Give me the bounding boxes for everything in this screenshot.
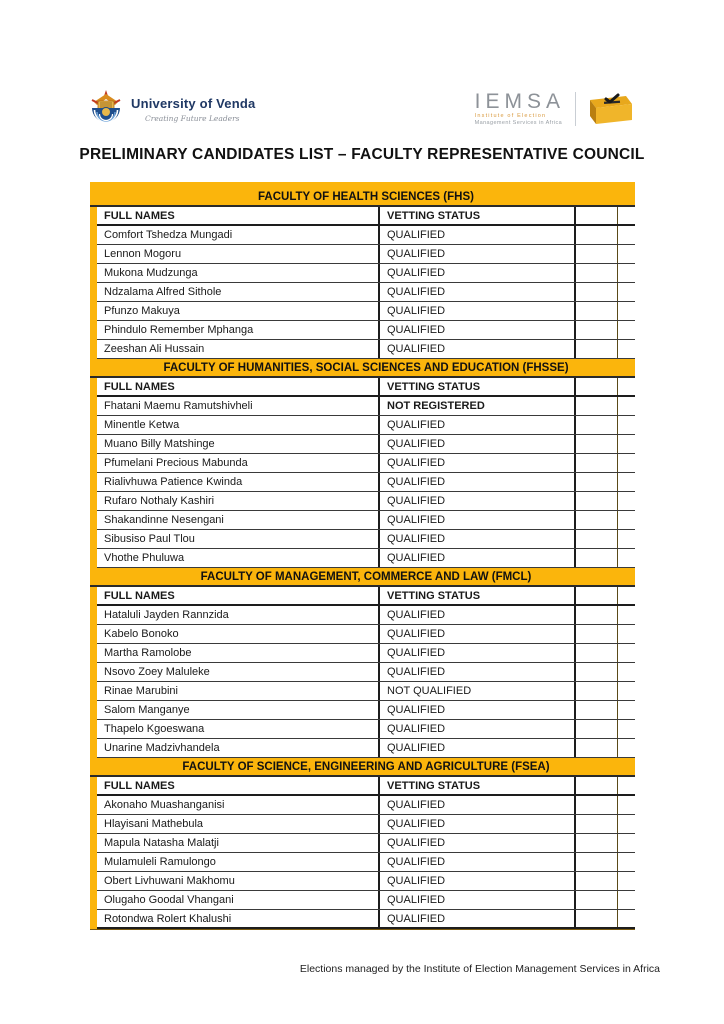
empty-cell — [576, 492, 618, 510]
vetting-status: QUALIFIED — [380, 473, 576, 491]
column-header-full-names: FULL NAMES — [97, 378, 380, 395]
empty-cell — [576, 853, 618, 871]
table-row — [97, 549, 635, 568]
empty-cell — [576, 701, 618, 719]
empty-cell — [576, 682, 618, 700]
vetting-status: QUALIFIED — [380, 416, 576, 434]
empty-cell — [576, 606, 618, 624]
column-header-row — [97, 587, 635, 606]
candidate-name: Martha Ramolobe — [97, 644, 380, 662]
vetting-status: QUALIFIED — [380, 910, 576, 927]
univen-name: University of Venda — [131, 96, 256, 111]
page-title: PRELIMINARY CANDIDATES LIST – FACULTY REPRESENTATIVE COUNCIL — [79, 146, 645, 163]
empty-cell — [576, 663, 618, 681]
table-row — [97, 530, 635, 549]
empty-cell — [576, 226, 618, 244]
column-header-row — [97, 378, 635, 397]
candidate-name: Kabelo Bonoko — [97, 625, 380, 643]
empty-cell — [576, 739, 618, 757]
candidate-name: Hlayisani Mathebula — [97, 815, 380, 833]
empty-cell — [576, 815, 618, 833]
table-row — [97, 739, 635, 758]
univen-crest-icon — [88, 88, 124, 134]
empty-cell — [576, 625, 618, 643]
empty-cell — [576, 530, 618, 548]
vetting-status: QUALIFIED — [380, 625, 576, 643]
column-header-vetting-status: VETTING STATUS — [380, 587, 576, 604]
column-header-full-names: FULL NAMES — [97, 207, 380, 224]
vetting-status: QUALIFIED — [380, 834, 576, 852]
ballot-box-icon — [586, 92, 636, 126]
vetting-status: QUALIFIED — [380, 549, 576, 567]
candidate-name: Akonaho Muashanganisi — [97, 796, 380, 814]
vetting-status: QUALIFIED — [380, 701, 576, 719]
vetting-status: QUALIFIED — [380, 872, 576, 890]
candidate-name: Salom Manganye — [97, 701, 380, 719]
candidate-name: Fhatani Maemu Ramutshivheli — [97, 397, 380, 415]
column-header-vetting-status: VETTING STATUS — [380, 378, 576, 395]
table-row — [97, 492, 635, 511]
empty-cell — [576, 644, 618, 662]
candidate-name: Lennon Mogoru — [97, 245, 380, 263]
empty-cell — [576, 397, 618, 415]
candidate-name: Zeeshan Ali Hussain — [97, 340, 380, 358]
empty-cell — [576, 720, 618, 738]
column-header-extra — [576, 587, 618, 604]
univen-tagline: Creating Future Leaders — [145, 114, 240, 123]
iemsa-subtext-line2: Management Services in Africa — [474, 120, 563, 126]
candidate-name: Comfort Tshedza Mungadi — [97, 226, 380, 244]
vetting-status: QUALIFIED — [380, 435, 576, 453]
empty-cell — [576, 435, 618, 453]
vetting-status: QUALIFIED — [380, 264, 576, 282]
table-row — [97, 321, 635, 340]
vetting-status: QUALIFIED — [380, 644, 576, 662]
table-row — [97, 473, 635, 492]
vetting-status: QUALIFIED — [380, 606, 576, 624]
section-header: FACULTY OF HEALTH SCIENCES (FHS) — [90, 188, 635, 207]
footer-text: Elections managed by the Institute of Election Management Services in Africa — [299, 963, 660, 975]
empty-cell — [576, 473, 618, 491]
table-row — [97, 815, 635, 834]
column-header-extra — [576, 777, 618, 794]
table-row — [97, 910, 635, 929]
table-row — [97, 663, 635, 682]
section-header: FACULTY OF HUMANITIES, SOCIAL SCIENCES AND EDUCATION (FHSSE) — [90, 359, 635, 378]
vetting-status: QUALIFIED — [380, 283, 576, 301]
table-row — [97, 340, 635, 359]
table-row — [97, 872, 635, 891]
iemsa-divider — [575, 92, 576, 126]
empty-cell — [576, 511, 618, 529]
empty-cell — [576, 264, 618, 282]
empty-cell — [576, 872, 618, 890]
vetting-status: QUALIFIED — [380, 245, 576, 263]
column-header-extra — [576, 378, 618, 395]
vetting-status: QUALIFIED — [380, 720, 576, 738]
candidate-name: Rinae Marubini — [97, 682, 380, 700]
column-header-vetting-status: VETTING STATUS — [380, 207, 576, 224]
candidate-name: Thapelo Kgoeswana — [97, 720, 380, 738]
empty-cell — [576, 245, 618, 263]
table-row — [97, 834, 635, 853]
table-row — [97, 891, 635, 910]
univen-logo-text — [131, 88, 255, 123]
table-row — [97, 625, 635, 644]
table-row — [97, 416, 635, 435]
candidates-table — [90, 182, 635, 930]
column-header-vetting-status: VETTING STATUS — [380, 777, 576, 794]
candidate-name: Mapula Natasha Malatji — [97, 834, 380, 852]
iemsa-acronym: IEMSA — [474, 90, 565, 113]
candidate-name: Vhothe Phuluwa — [97, 549, 380, 567]
table-row — [97, 435, 635, 454]
column-header-row — [97, 207, 635, 226]
empty-cell — [576, 302, 618, 320]
candidate-name: Rotondwa Rolert Khalushi — [97, 910, 380, 927]
candidate-name: Ndzalama Alfred Sithole — [97, 283, 380, 301]
vetting-status: QUALIFIED — [380, 302, 576, 320]
table-row — [97, 397, 635, 416]
candidate-name: Phindulo Remember Mphanga — [97, 321, 380, 339]
table-row — [97, 283, 635, 302]
vetting-status: NOT QUALIFIED — [380, 682, 576, 700]
section-header: FACULTY OF MANAGEMENT, COMMERCE AND LAW (FMCL) — [90, 568, 635, 587]
table-row — [97, 701, 635, 720]
univen-logo — [88, 88, 255, 134]
empty-cell — [576, 321, 618, 339]
vetting-status: QUALIFIED — [380, 226, 576, 244]
iemsa-logo — [475, 92, 636, 126]
table-row — [97, 264, 635, 283]
section-header: FACULTY OF SCIENCE, ENGINEERING AND AGRICULTURE (FSEA) — [90, 758, 635, 777]
candidate-name: Sibusiso Paul Tlou — [97, 530, 380, 548]
empty-cell — [576, 796, 618, 814]
candidate-name: Obert Livhuwani Makhomu — [97, 872, 380, 890]
empty-cell — [576, 549, 618, 567]
table-row — [97, 226, 635, 245]
table-row — [97, 796, 635, 815]
table-row — [97, 682, 635, 701]
empty-cell — [576, 454, 618, 472]
vetting-status: QUALIFIED — [380, 454, 576, 472]
candidate-name: Olugaho Goodal Vhangani — [97, 891, 380, 909]
candidate-name: Rialivhuwa Patience Kwinda — [97, 473, 380, 491]
candidate-name: Minentle Ketwa — [97, 416, 380, 434]
column-header-full-names: FULL NAMES — [97, 587, 380, 604]
vetting-status: QUALIFIED — [380, 815, 576, 833]
candidate-name: Mulamuleli Ramulongo — [97, 853, 380, 871]
empty-cell — [576, 834, 618, 852]
column-header-extra — [576, 207, 618, 224]
table-row — [97, 302, 635, 321]
vetting-status: QUALIFIED — [380, 321, 576, 339]
vetting-status: QUALIFIED — [380, 853, 576, 871]
table-row — [97, 606, 635, 625]
candidate-name: Hataluli Jayden Rannzida — [97, 606, 380, 624]
candidate-name: Muano Billy Matshinge — [97, 435, 380, 453]
iemsa-logo-text — [475, 92, 565, 126]
table-row — [97, 454, 635, 473]
vetting-status: QUALIFIED — [380, 530, 576, 548]
vetting-status: QUALIFIED — [380, 492, 576, 510]
candidate-name: Shakandinne Nesengani — [97, 511, 380, 529]
table-row — [97, 853, 635, 872]
table-row — [97, 720, 635, 739]
vetting-status: QUALIFIED — [380, 891, 576, 909]
vetting-status: QUALIFIED — [380, 796, 576, 814]
vetting-status: QUALIFIED — [380, 663, 576, 681]
document-header — [88, 88, 636, 138]
vetting-status: QUALIFIED — [380, 340, 576, 358]
column-header-row — [97, 777, 635, 796]
vetting-status: QUALIFIED — [380, 511, 576, 529]
candidate-name: Unarine Madzivhandela — [97, 739, 380, 757]
empty-cell — [576, 891, 618, 909]
empty-cell — [576, 283, 618, 301]
candidate-name: Rufaro Nothaly Kashiri — [97, 492, 380, 510]
candidate-name: Mukona Mudzunga — [97, 264, 380, 282]
table-row — [97, 511, 635, 530]
empty-cell — [576, 416, 618, 434]
vetting-status: NOT REGISTERED — [380, 397, 576, 415]
empty-cell — [576, 910, 618, 927]
empty-cell — [576, 340, 618, 358]
candidate-name: Pfumelani Precious Mabunda — [97, 454, 380, 472]
table-row — [97, 245, 635, 264]
table-row — [97, 644, 635, 663]
vetting-status: QUALIFIED — [380, 739, 576, 757]
candidate-name: Pfunzo Makuya — [97, 302, 380, 320]
candidate-name: Nsovo Zoey Maluleke — [97, 663, 380, 681]
iemsa-subtext-line1: Institute of Election — [474, 113, 547, 119]
column-header-full-names: FULL NAMES — [97, 777, 380, 794]
